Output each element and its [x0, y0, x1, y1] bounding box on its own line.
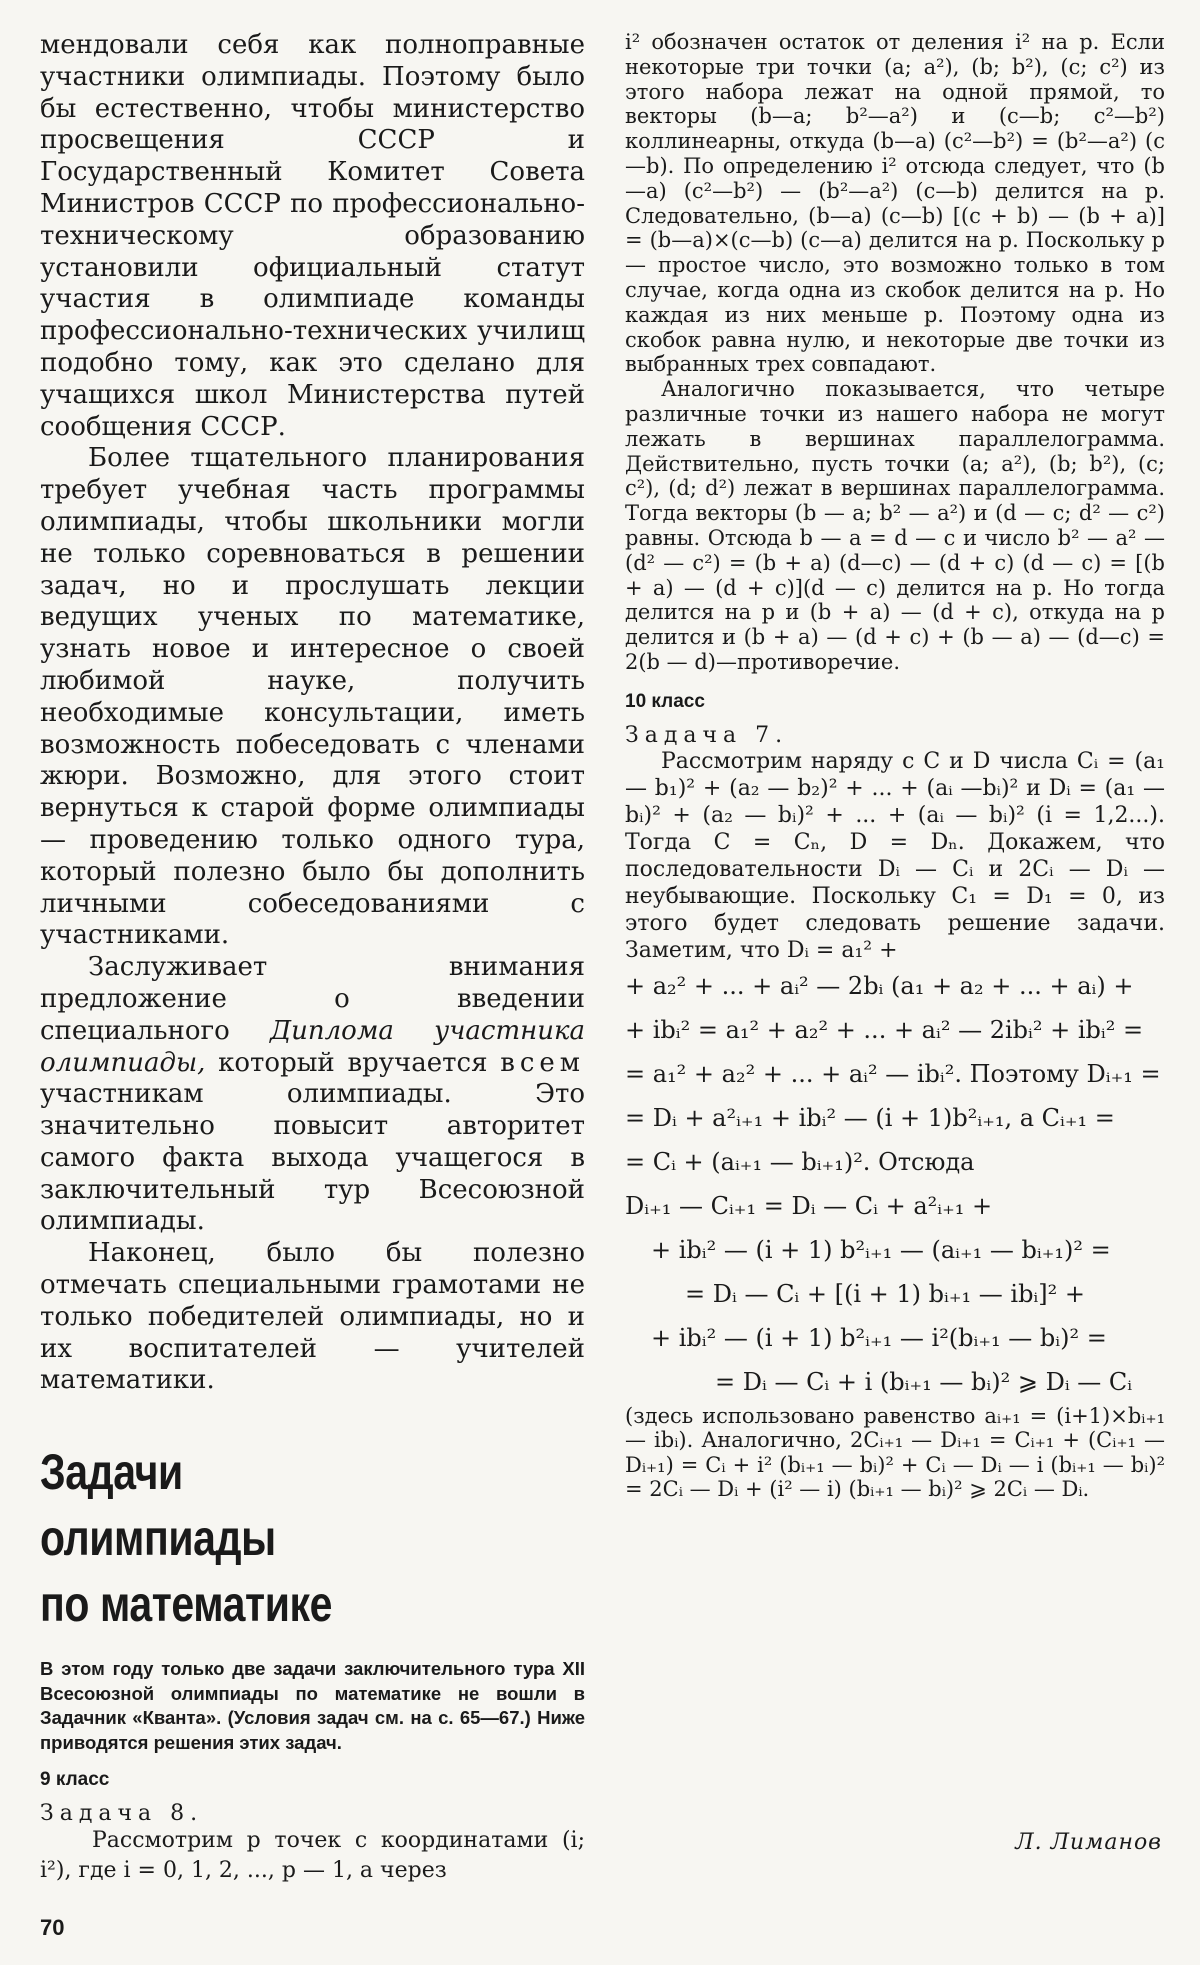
- math-line-10: = Dᵢ — Cᵢ + i (bᵢ₊₁ — bᵢ)² ⩾ Dᵢ — Cᵢ: [715, 1367, 1133, 1396]
- left-column: [40, 30, 585, 1886]
- author-signature: Л. Лиманов: [1015, 1830, 1162, 1855]
- task-8-parallelogram-paragraph: [625, 377, 1165, 675]
- task-8-solution-continued: i² обозначен остаток от деления i² на p. Если некоторые три точки (a; a²), (b; b²), (c; c²) из этого набора лежат на одной прямой, то векторы (b—a; b²—a²) и (c—b; c²—b²) коллинеарны, откуда (b—a) (c²—b²) = (b²—a²) (c—b). По определению i² отсюда следует, что (b—a) (c²—b²) — (b²—a²) (c—b) делится на p. Следовательно, (b—a) (c—b) [(c + b) — (b + a)] = (b—a)×(c—b) (c—a) делится на p. Поскольку p — простое число, это возможно только в том случае, когда одна из скобок делится на p. Но каждая из них меньше p. Поэтому одна из скобок равна нулю, и некоторые две точки из выбранных трех совпадают.: [625, 30, 1165, 377]
- p3-part-b: который вручается: [205, 1047, 501, 1078]
- heading-line-2: олимпиады: [40, 1510, 276, 1567]
- task-8-solution-start: [40, 1826, 585, 1886]
- section-heading: [40, 1439, 487, 1637]
- p3-part-a: Заслуживает внимания предложение о введении специального: [40, 952, 585, 1046]
- math-line-8: = Dᵢ — Cᵢ + [(i + 1) bᵢ₊₁ — ibᵢ]² +: [685, 1279, 1085, 1308]
- math-line-9: + ibᵢ² — (i + 1) b²ᵢ₊₁ — i²(bᵢ₊₁ — bᵢ)² =: [651, 1323, 1107, 1352]
- diploma-title: Диплома участника олимпиады,: [40, 1015, 585, 1078]
- heading-line-1: Задачи: [40, 1444, 183, 1501]
- math-line-4: = Dᵢ + a²ᵢ₊₁ + ibᵢ² — (i + 1)b²ᵢ₊₁, а Cᵢ₊₁ =: [625, 1103, 1115, 1132]
- p3-part-c: участникам олимпиады. Это значительно повысит авторитет самого факта выхода учащегося в заключительный тур Всесоюзной олимпиады.: [40, 1079, 585, 1237]
- article-paragraph-4: [40, 1238, 585, 1397]
- math-line-6: Dᵢ₊₁ — Cᵢ₊₁ = Dᵢ — Cᵢ + a²ᵢ₊₁ +: [625, 1191, 993, 1220]
- task-7-solution-text: Рассмотрим наряду с C и D числа Cᵢ = (a₁ — b₁)² + (a₂ — b₂)² + ... + (aᵢ —bᵢ)² и Dᵢ = (a₁ — bᵢ)² + (a₂ — bᵢ)² + ... + (aᵢ — bᵢ)² (i = 1,2...). Тогда C = Cₙ, D = Dₙ. Докажем, что последовательности Dᵢ — Cᵢ и 2Cᵢ — Dᵢ — неубывающие. Поскольку C₁ = D₁ = 0, из этого будет следовать решение задачи. Заметим, что Dᵢ = a₁² +: [625, 748, 1165, 963]
- p3-spaced-word: всем: [500, 1047, 585, 1078]
- article-paragraph-1: мендовали себя как полноправные участники олимпиады. Поэтому было бы естественно, чтобы министерство просвещения СССР и Государственный Комитет Совета Министров СССР по профессионально-техническому образованию установили официальный статут участия в олимпиаде команды профессионально-технических училищ подобно тому, как это сделано для учащихся школ Министерства путей сообщения СССР.: [40, 30, 585, 442]
- heading-line-3: по математике: [40, 1576, 333, 1633]
- article-paragraph-2: [40, 443, 585, 952]
- math-line-1: + a₂² + ... + aᵢ² — 2bᵢ (a₁ + a₂ + ... + aᵢ) +: [625, 971, 1134, 1000]
- grade-10-label: 10 класс: [625, 690, 705, 712]
- page-number: 70: [40, 1915, 65, 1940]
- task-8-label: Задача 8.: [40, 1801, 204, 1827]
- task-8-parallelogram-text: Аналогично показывается, что четыре различные точки из нашего набора не могут лежать в вершинах параллелограмма. Действительно, пусть точки (a; a²), (b; b²), (c; c²), (d; d²) лежат в вершинах параллелограмма. Тогда векторы (b — a; b² — a²) и (d — c; d² — c²) равны. Отсюда b — a = d — c и число b² — a² — (d² — c²) = (b + a) (d—c) — (d + c) (d — c) = [(b + a) — (d + c)](d — c) делится на p. Но тогда делится на p и (b + a) — (d + c), откуда на p делится и (b + a) — (d + c) + (b — a) — (d—c) = 2(b — d)—противоречие.: [625, 377, 1165, 674]
- grade-9-label: 9 класс: [40, 1769, 110, 1791]
- math-line-2: + ibᵢ² = a₁² + a₂² + ... + aᵢ² — 2ibᵢ² + ibᵢ² =: [625, 1015, 1144, 1044]
- math-line-7: + ibᵢ² — (i + 1) b²ᵢ₊₁ — (aᵢ₊₁ — bᵢ₊₁)² =: [651, 1235, 1111, 1264]
- task-7-label: Задача 7.: [625, 722, 789, 748]
- article-paragraph-3-text: [40, 952, 585, 1238]
- task-7-solution: [625, 748, 1165, 964]
- task-8-solution-text: Рассмотрим p точек с координатами (i; i²), где i = 0, 1, 2, ..., p — 1, а через: [40, 1828, 585, 1884]
- math-line-3: = a₁² + a₂² + ... + aᵢ² — ibᵢ². Поэтому Dᵢ₊₁ =: [625, 1059, 1161, 1088]
- math-line-5: = Cᵢ + (aᵢ₊₁ — bᵢ₊₁)². Отсюда: [625, 1147, 975, 1176]
- right-column: [625, 30, 1165, 1502]
- article-paragraph-3: [40, 952, 585, 1238]
- task-7-conclusion: (здесь использовано равенство aᵢ₊₁ = (i+1)×bᵢ₊₁ — ibᵢ). Аналогично, 2Cᵢ₊₁ — Dᵢ₊₁ = Cᵢ₊₁ + (Cᵢ₊₁ — Dᵢ₊₁) = Cᵢ + i² (bᵢ₊₁ — bᵢ)² + Cᵢ — Dᵢ — i (bᵢ₊₁ — bᵢ)² = 2Cᵢ — Dᵢ + (i² — i) (bᵢ₊₁ — bᵢ)² ⩾ 2Cᵢ — Dᵢ.: [625, 1403, 1165, 1502]
- section-lead: В этом году только две задачи заключительного тура XII Всесоюзной олимпиады по математике не вошли в Задачник «Кванта». (Условия задач см. на с. 65—67.) Ниже приводятся решения этих задач.: [40, 1658, 585, 1753]
- article-paragraph-2-text: Более тщательного планирования требует учебная часть программы олимпиады, чтобы школьники могли не только соревноваться в решении задач, но и прослушать лекции ведущих ученых по математике, узнать новое и интересное о своей любимой науке, получить необходимые консультации, иметь возможность побеседовать с членами жюри. Возможно, для этого стоит вернуться к старой форме олимпиады — проведению только одного тура, который полезно было бы дополнить личными собеседованиями с участниками.: [40, 443, 585, 951]
- math-derivation: [625, 964, 1165, 1404]
- article-paragraph-4-text: Наконец, было бы полезно отмечать специальными грамотами не только победителей олимпиады, но и их воспитателей — учителей математики.: [40, 1238, 585, 1396]
